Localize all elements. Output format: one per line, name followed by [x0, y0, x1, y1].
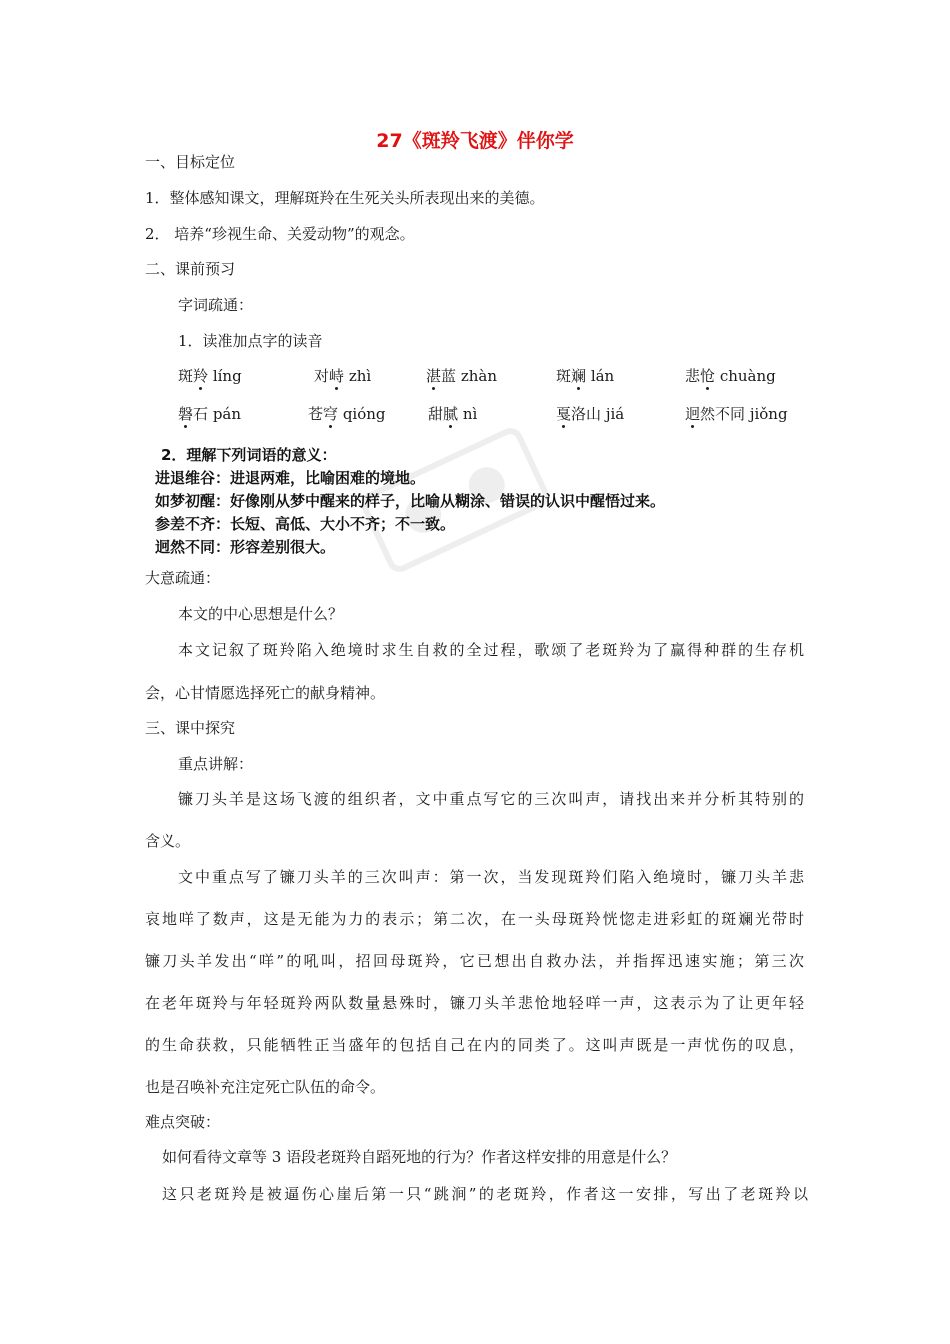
vocab-item: 迥然不同 jiǒng [685, 405, 788, 423]
definition-item: 如梦初醒：好像刚从梦中醒来的样子，比喻从糊涂、错误的认识中醒悟过来。 [155, 492, 666, 510]
main-idea-answer-line: 会，心甘情愿选择死亡的献身精神。 [145, 684, 386, 702]
focus-answer-line: 也是召唤补充注定死亡队伍的命令。 [145, 1078, 386, 1096]
focus-question-line: 镰刀头羊是这场飞渡的组织者，文中重点写它的三次叫声，请找出来并分析其特别的 [178, 790, 804, 808]
subheading-vocab: 字词疏通： [178, 296, 254, 314]
definition-item: 迥然不同：形容差别很大。 [155, 538, 336, 556]
question-meanings: 2．理解下列词语的意义： [161, 446, 337, 464]
main-idea-question: 本文的中心思想是什么？ [178, 605, 344, 623]
vocab-item: 对峙 zhì [314, 367, 372, 385]
vocab-item: 斑斓 lán [556, 367, 615, 385]
vocab-row-1 [178, 366, 818, 388]
focus-answer-line: 哀地咩了数声，这是无能为力的表示；第二次，在一头母斑羚恍惚走进彩虹的斑斓光带时 [145, 910, 804, 928]
vocab-item: 甜腻 nì [428, 405, 478, 423]
focus-answer-line: 的生命获救，只能牺牲正当盛年的包括自己在内的同类了。这叫声既是一声忧伤的叹息， [145, 1036, 804, 1054]
main-idea-answer-line: 本文记叙了斑羚陷入绝境时求生自救的全过程，歌颂了老斑羚为了赢得种群的生存机 [178, 641, 804, 659]
focus-question-line: 含义。 [145, 832, 191, 850]
vocab-item: 悲怆 chuàng [685, 367, 776, 385]
document-title: 27《斑羚飞渡》伴你学 [376, 130, 574, 152]
definitions-block [155, 444, 755, 559]
subheading-difficulty: 难点突破： [145, 1113, 221, 1131]
focus-answer-line: 文中重点写了镰刀头羊的三次叫声：第一次，当发现斑羚们陷入绝境时，镰刀头羊悲 [178, 868, 804, 886]
vocab-item: 苍穹 qióng [308, 405, 386, 423]
definition-item: 参差不齐：长短、高低、大小不齐；不一致。 [155, 515, 456, 533]
question-pronunciation: 1．读准加点字的读音 [178, 332, 323, 350]
goal-item-2: 2． 培养“珍视生命、关爱动物”的观念。 [145, 225, 415, 243]
difficulty-question: 如何看待文章等 3 语段老斑羚自蹈死地的行为？作者这样安排的用意是什么？ [162, 1148, 677, 1166]
vocab-item: 湛蓝 zhàn [426, 367, 497, 385]
vocab-item: 斑羚 líng [178, 367, 242, 385]
section-heading-goals: 一、目标定位 [145, 153, 236, 171]
focus-answer-line: 在老年斑羚与年轻斑羚两队数量悬殊时，镰刀头羊悲怆地轻咩一声，这表示为了让更年轻 [145, 994, 804, 1012]
vocab-item: 戛洛山 jiá [556, 405, 625, 423]
difficulty-answer-line: 这只老斑羚是被逼伤心崖后第一只“跳涧”的老斑羚，作者这一安排，写出了老斑羚以 [162, 1185, 808, 1203]
vocab-item: 磐石 pán [178, 405, 242, 423]
focus-answer-line: 镰刀头羊发出“咩”的吼叫，招回母斑羚，它已想出自救办法，并指挥迅速实施；第三次 [145, 952, 804, 970]
section-heading-preview: 二、课前预习 [145, 260, 236, 278]
subheading-focus: 重点讲解： [178, 755, 254, 773]
section-heading-inquiry: 三、课中探究 [145, 719, 236, 737]
goal-item-1: 1．整体感知课文，理解斑羚在生死关头所表现出来的美德。 [145, 189, 545, 207]
definition-item: 进退维谷：进退两难，比喻困难的境地。 [155, 469, 426, 487]
subheading-main-idea: 大意疏通： [145, 569, 221, 587]
